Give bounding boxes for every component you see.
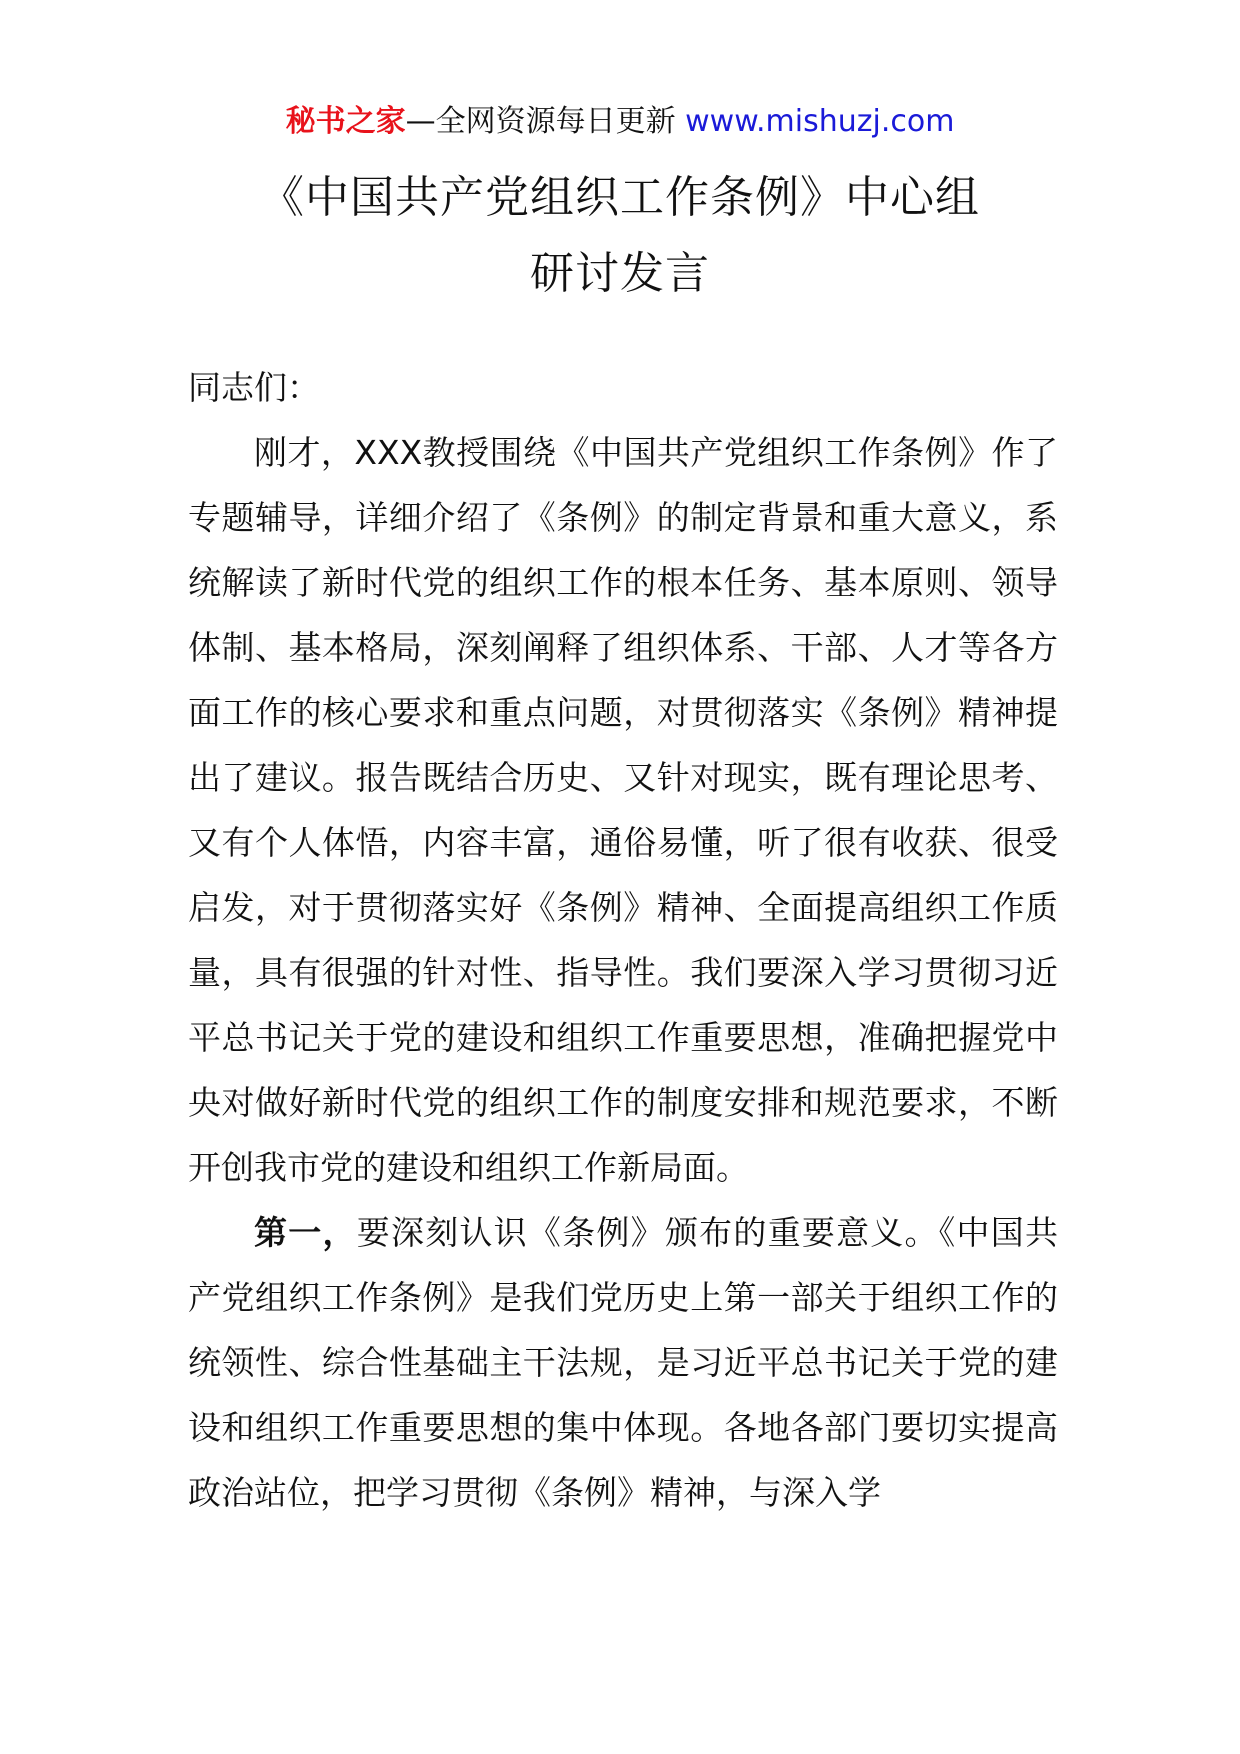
document-body	[188, 355, 1058, 1525]
paragraph-1: 刚才，XXX教授围绕《中国共产党组织工作条例》作了专题辅导，详细介绍了《条例》的制定背景和重大意义，系统解读了新时代党的组织工作的根本任务、基本原则、领导体制、基本格局，深刻阐释了组织体系、干部、人才等各方面工作的核心要求和重点问题，对贯彻落实《条例》精神提出了建议。报告既结合历史、又针对现实，既有理论思考、又有个人体悟，内容丰富，通俗易懂，听了很有收获、很受启发，对于贯彻落实好《条例》精神、全面提高组织工作质量，具有很强的针对性、指导性。我们要深入学习贯彻习近平总书记关于党的建设和组织工作重要思想，准确把握党中央对做好新时代党的组织工作的制度安排和规范要求，不断开创我市党的建设和组织工作新局面。	[188, 433, 1058, 1187]
paragraph-2-lead: 第一，	[254, 1213, 357, 1252]
salutation: 同志们：	[188, 368, 320, 407]
paragraph-2	[188, 1200, 1058, 1525]
document-title-line-1: 《中国共产党组织工作条例》中心组	[260, 172, 980, 223]
watermark-brand: 秘书之家	[285, 104, 406, 139]
paragraph-2-text: 要深刻认识《条例》颁布的重要意义。《中国共产党组织工作条例》是我们党历史上第一部关于组织工作的统领性、综合性基础主干法规，是习近平总书记关于党的建设和组织工作重要思想的集中体现。各地各部门要切实提高政治站位，把学习贯彻《条例》精神，与深入学	[188, 1213, 1059, 1512]
watermark-header	[0, 102, 1240, 142]
watermark-url[interactable]: www.mishuzj.com	[685, 104, 955, 139]
watermark-tagline: —全网资源每日更新	[405, 104, 676, 139]
document-title	[0, 160, 1240, 312]
document-title-line-2: 研讨发言	[530, 248, 710, 299]
